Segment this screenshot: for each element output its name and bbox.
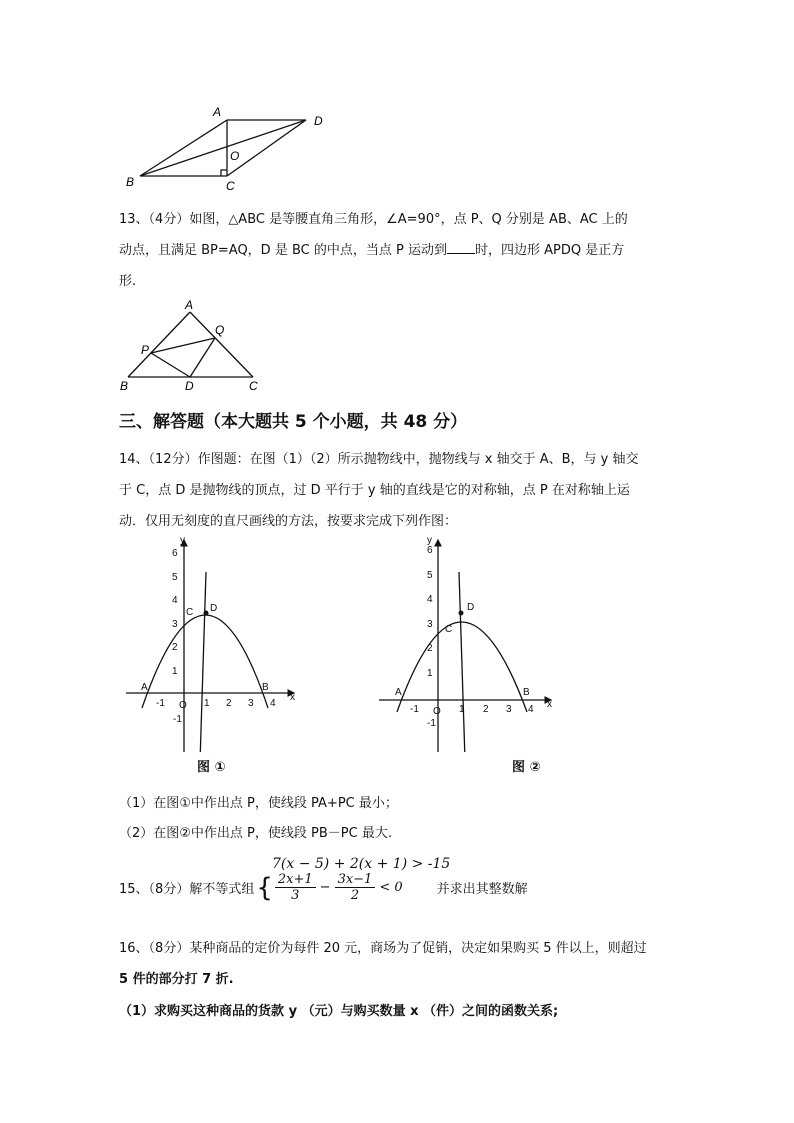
x-tick-3: 3 [248,698,254,709]
label-A: A [213,105,222,119]
rhombus-figure [120,100,340,195]
y-tick-4-2: 4 [427,594,433,605]
x-tick-3-2: 3 [506,704,512,715]
fraction-2 [335,872,376,903]
graph-2-caption: 图 ② [512,760,541,775]
q13-line3: 形. [119,274,137,289]
y-tick-3: 3 [172,619,178,630]
y-tick-4: 4 [172,595,178,606]
point-C-label-2: C [445,624,453,635]
fraction-2-den: 2 [350,888,360,903]
point-B-label: B [262,682,269,693]
point-D-label-2: D [467,602,475,613]
q16-line2: 5 件的部分打 7 折. [119,972,234,987]
q14-sub1: （1）在图①中作出点 P，使线段 PA+PC 最小； [119,796,398,811]
fraction-1-num: 2x+1 [275,872,316,888]
q13-line2-a: 动点，且满足 BP=AQ，D 是 BC 的中点，当点 P 运动到 [119,243,447,258]
label-C: C [226,179,235,193]
tri-label-C: C [249,379,258,393]
tri-label-A: A [185,298,194,312]
graph-2 [375,532,565,752]
point-B-label-2: B [523,687,530,698]
vertex-D-dot-2 [459,611,464,616]
y-tick-3-2: 3 [427,619,433,630]
q13-line1: 13、（4分）如图，△ABC 是等腰直角三角形，∠A=90°，点 P、Q 分别是 AB、AC 上的 [119,212,628,227]
point-A-label: A [141,682,148,693]
y-tick-2-2: 2 [427,643,433,654]
label-D: D [314,114,323,128]
x-tick-neg1-2: -1 [410,704,419,715]
answer-blank [447,241,475,254]
y-tick-neg1: -1 [173,714,182,725]
origin-label-2: O [433,706,441,717]
y-tick-1: 1 [172,666,178,677]
vertex-D-dot [204,611,209,616]
brace: { [256,872,273,903]
tri-label-P: P [141,343,150,357]
y-tick-5-2: 5 [427,570,433,581]
x-tick-1-2: 1 [459,704,465,715]
x-tick-neg1: -1 [156,698,165,709]
tri-label-B: B [120,379,129,393]
less-than-zero: < 0 [379,880,403,895]
x-tick-1: 1 [204,698,210,709]
tri-label-D: D [185,379,194,393]
y-axis-label: y [180,535,185,546]
y-tick-1-2: 1 [427,668,433,679]
q14-line2: 于 C，点 D 是抛物线的顶点，过 D 平行于 y 轴的直线是它的对称轴，点 P 在对称轴上运 [119,483,630,498]
q16-sub1: （1）求购买这种商品的货款 y （元）与购买数量 x （件）之间的函数关系; [119,1004,559,1019]
q15-ineq1: 7(x − 5) + 2(x + 1) > -15 [272,856,451,872]
x-tick-2: 2 [226,698,232,709]
tri-label-Q: Q [215,323,225,337]
q15-row [119,872,528,903]
origin-label: O [179,700,187,711]
x-axis-label-2: x [547,699,552,710]
y-tick-5: 5 [172,572,178,583]
q14-sub2: （2）在图②中作出点 P，使线段 PB－PC 最大. [119,826,392,841]
fraction-1-den: 3 [291,888,300,903]
y-tick-6: 6 [172,548,178,559]
q13-line2-b: 时，四边形 APDQ 是正方 [474,243,625,258]
x-axis-label: x [290,692,295,703]
q15-suffix: 并求出其整数解 [436,882,528,897]
q14-line1: 14、（12分）作图题：在图（1）（2）所示抛物线中，抛物线与 x 轴交于 A、B，与 y 轴交 [119,452,639,467]
x-tick-4-2: 4 [528,704,534,715]
graph-1-caption: 图 ① [197,760,226,775]
point-A-label-2: A [395,687,402,698]
y-axis-label-2: y [427,535,432,546]
x-tick-4: 4 [270,698,276,709]
label-B: B [126,175,135,189]
fraction-1 [275,872,316,903]
fraction-2-num: 3x−1 [335,872,376,888]
y-tick-neg1-2: -1 [427,718,436,729]
point-C-label: C [186,607,194,618]
graph-1 [120,532,310,752]
minus-sign: − [319,880,331,895]
q15-prefix: 15、（8分）解不等式组 [119,882,255,897]
label-O: O [230,149,240,163]
x-tick-2-2: 2 [483,704,489,715]
point-D-label: D [210,603,218,614]
y-tick-2: 2 [172,642,178,653]
q14-line3: 动．仅用无刻度的直尺画线的方法，按要求完成下列作图： [119,514,458,529]
q13-line2 [119,239,624,258]
section-heading: 三、解答题（本大题共 5 个小题，共 48 分） [119,412,468,432]
triangle-figure [115,298,275,394]
q16-line1: 16、（8分）某种商品的定价为每件 20 元，商场为了促销，决定如果购买 5 件以上，则超过 [119,941,647,956]
y-tick-6-2: 6 [427,545,433,556]
